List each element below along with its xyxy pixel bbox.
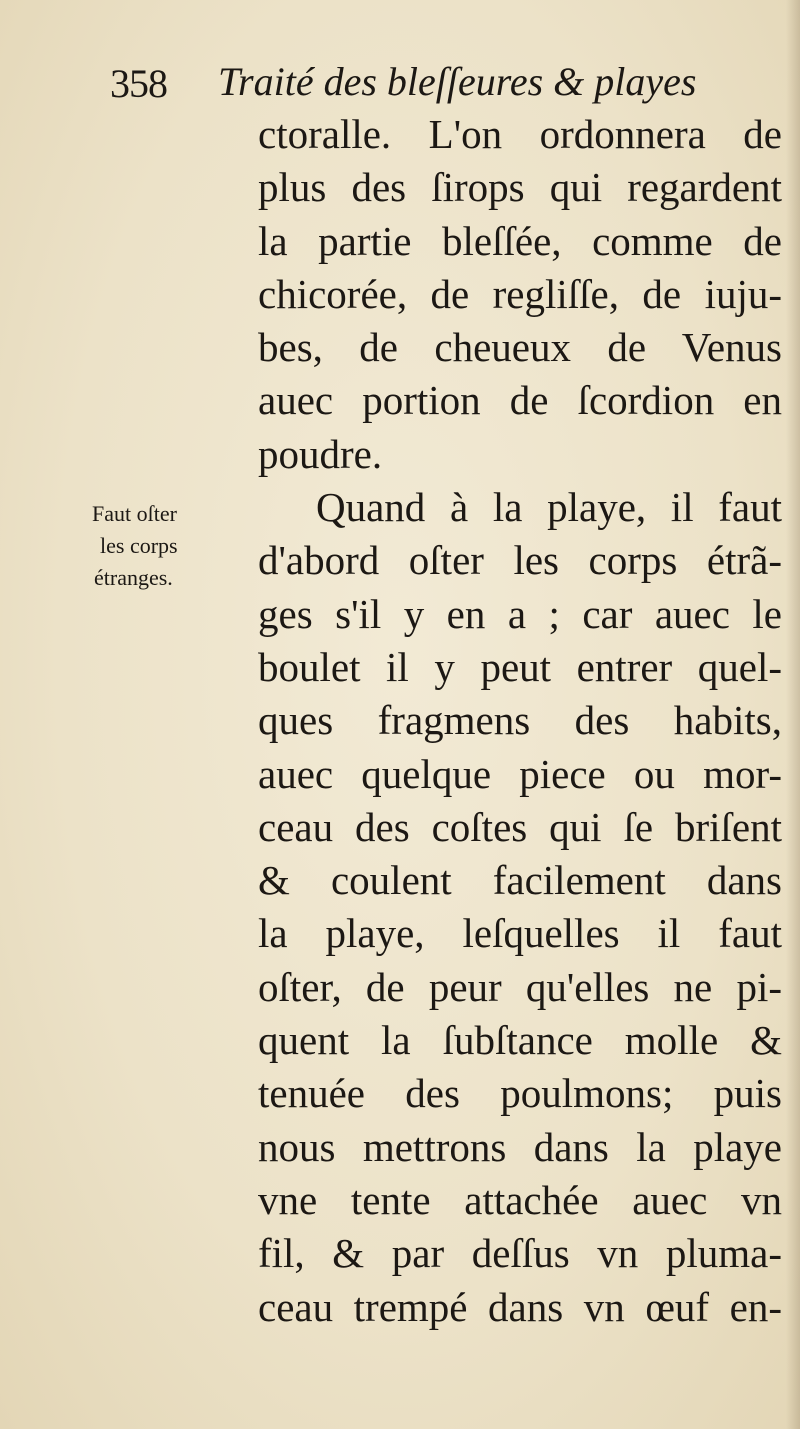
text-line: bes, de cheueux de Venus (258, 324, 782, 371)
text-line: tenuée des poulmons; puis (258, 1070, 782, 1117)
text-line: ceau des coſtes qui ſe briſent (258, 803, 782, 850)
page-header (100, 58, 780, 108)
margin-note-line: les corps (100, 533, 178, 558)
running-title: Traité des bleſſeures & playes (218, 59, 697, 104)
margin-note-line: étranges. (94, 565, 173, 590)
text-line: fil, & par deſſus vn pluma- (258, 1230, 782, 1277)
text-line: la partie bleſſée, comme de (258, 217, 782, 264)
page-edge-shadow (786, 0, 800, 1429)
margin-note (92, 498, 262, 594)
text-line: oſter, de peur qu'elles ne pi- (258, 963, 782, 1010)
text-line: boulet il y peut entrer quel- (258, 643, 782, 690)
text-line: d'abord oſter les corps étrã- (258, 537, 782, 584)
text-line: ques fragmens des habits, (258, 697, 782, 744)
text-line: la playe, leſquelles il faut (258, 910, 782, 957)
text-line: Quand à la playe, il faut (316, 484, 782, 531)
text-line: ges s'il y en a ; car auec le (258, 590, 782, 637)
text-line: ceau trempé dans vn œuf en- (258, 1283, 782, 1330)
text-line: nous mettrons dans la playe (258, 1123, 782, 1170)
body-text (258, 108, 782, 1334)
text-line: quent la ſubſtance molle & (258, 1017, 782, 1064)
page-number: 358 (110, 61, 167, 106)
text-line: auec portion de ſcordion en (258, 377, 782, 424)
text-line: & coulent facilement dans (258, 857, 782, 904)
text-line: ctoralle. L'on ordonnera de (258, 111, 782, 157)
text-line: vne tente attachée auec vn (258, 1176, 782, 1223)
text-line: auec quelque piece ou mor- (258, 750, 782, 797)
text-line: chicorée, de regliſſe, de iuju- (258, 270, 782, 317)
text-line: poudre. (258, 430, 383, 477)
margin-note-line: Faut oſter (92, 501, 177, 526)
text-line: plus des ſirops qui regardent (258, 164, 782, 211)
